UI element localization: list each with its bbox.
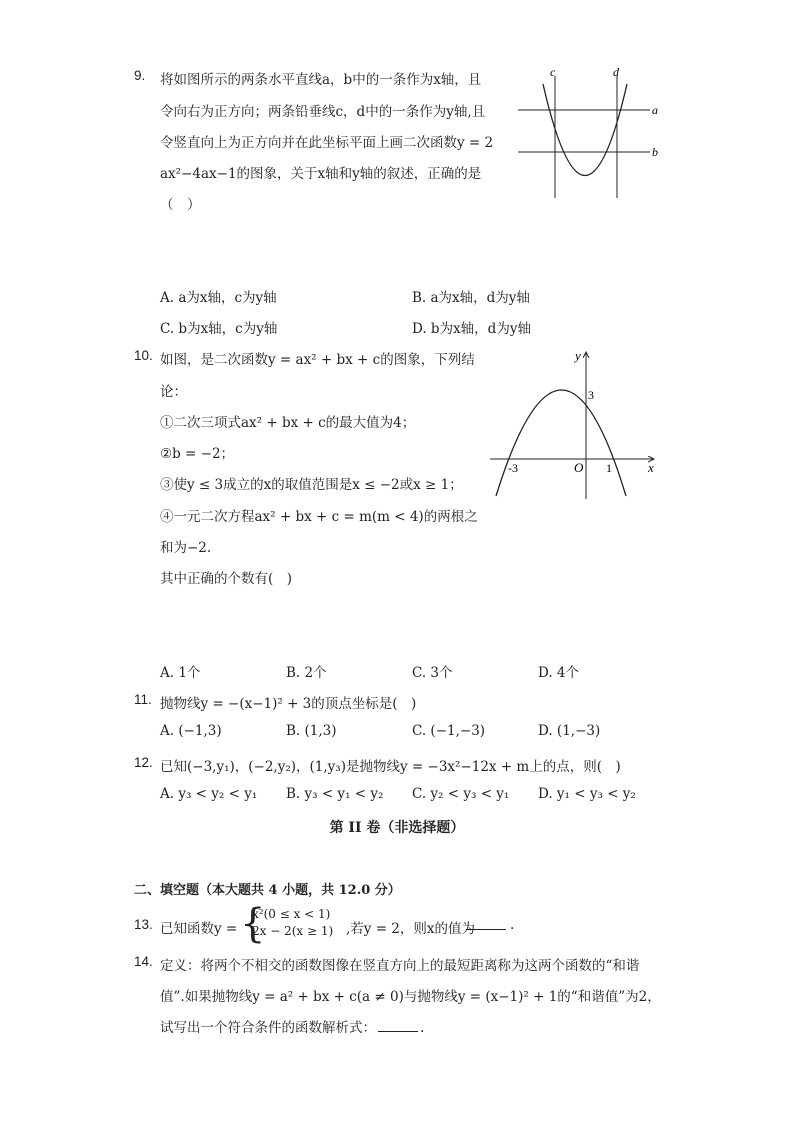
q11-text: 抛物线y = −(x−1)² + 3的顶点坐标是( ) <box>160 696 417 712</box>
q12-option-a[interactable]: A. y₃ < y₂ < y₁ <box>160 786 258 802</box>
q14-last-prefix: 试写出一个符合条件的函数解析式： <box>160 1020 376 1036</box>
q9-parabola <box>543 84 627 176</box>
q11-number: 11. <box>134 692 152 707</box>
label-y: y <box>575 348 581 363</box>
q9-option-d[interactable]: D. b为x轴，d为y轴 <box>412 321 531 337</box>
q10-line-8: 其中正确的个数有( ) <box>160 571 293 587</box>
section-2-title: 第 II 卷（非选择题） <box>329 820 465 836</box>
label-b: b <box>652 145 658 159</box>
q10-figure <box>486 344 666 504</box>
q10-line-2: 论： <box>160 384 187 400</box>
q10-line-4: ②b = −2； <box>160 446 235 462</box>
q13-end: . <box>510 917 515 933</box>
q10-line-1: 如图，是二次函数y = ax² + bx + c的图象，下列结 <box>160 352 475 368</box>
q9-line-2: 令向右为正方向；两条铅垂线c，d中的一条作为y轴,且 <box>160 104 486 120</box>
q14-line-2: 值”.如果抛物线y = a² + bx + c(a ≠ 0)与抛物线y = (x−1)² + 1的“和谐值”为2， <box>160 989 661 1005</box>
q9-line-4: ax²−4ax−1的图象，关于x轴和y轴的叙述，正确的是 <box>160 166 482 182</box>
q12-option-c[interactable]: C. y₂ < y₃ < y₁ <box>412 786 510 802</box>
q14-answer-blank[interactable] <box>378 1019 418 1032</box>
q9-line-5: （ ） <box>160 197 201 213</box>
q10-option-d[interactable]: D. 4个 <box>538 665 580 681</box>
q13-prefix: 已知函数y = <box>160 921 238 937</box>
q10-option-b[interactable]: B. 2个 <box>286 665 327 681</box>
q10-number: 10. <box>134 348 153 363</box>
q12-text: 已知(−3,y₁)，(−2,y₂)，(1,y₃)是抛物线y = −3x²−12x + m上的点，则( ) <box>160 759 621 775</box>
q9-option-a[interactable]: A. a为x轴，c为y轴 <box>160 290 277 306</box>
q11-option-b[interactable]: B. (1,3) <box>286 723 337 739</box>
q13-brace: { <box>240 901 266 947</box>
label-c: c <box>550 65 556 79</box>
q13-number: 13. <box>134 917 153 932</box>
q14-number: 14. <box>134 954 153 969</box>
q11-option-d[interactable]: D. (1,−3) <box>538 723 601 739</box>
q9-line-3: 令竖直向上为正方向并在此坐标平面上画二次函数y = 2 <box>160 135 494 151</box>
q13-case-1: x²(0 ≤ x < 1) <box>252 907 331 921</box>
q10-line-3: ①二次三项式ax² + bx + c的最大值为4； <box>160 415 416 431</box>
q12-option-b[interactable]: B. y₃ < y₁ < y₂ <box>286 786 384 802</box>
q14-line-3 <box>160 1016 424 1036</box>
q9-line-1: 将如图所示的两条水平直线a，b中的一条作为x轴，且 <box>160 72 482 88</box>
q13-case-2: 2x − 2(x ≥ 1) <box>252 924 334 938</box>
q10-line-7: 和为−2. <box>160 540 212 556</box>
label-a: a <box>652 103 658 117</box>
q10-line-6: ④一元二次方程ax² + bx + c = m(m < 4)的两根之 <box>160 509 478 525</box>
label-origin: O <box>574 460 584 475</box>
q12-option-d[interactable]: D. y₁ < y₃ < y₂ <box>538 786 636 802</box>
q11-option-c[interactable]: C. (−1,−3) <box>412 723 486 739</box>
q12-number: 12. <box>134 755 153 770</box>
q9-number: 9. <box>134 68 146 83</box>
q10-option-a[interactable]: A. 1个 <box>160 665 201 681</box>
q14-line-1: 定义：将两个不相交的函数图像在竖直方向上的最短距离称为这两个函数的“和谐 <box>160 958 640 974</box>
label-d: d <box>613 65 619 79</box>
q10-option-c[interactable]: C. 3个 <box>412 665 453 681</box>
q14-end: . <box>420 1020 425 1036</box>
q9-option-c[interactable]: C. b为x轴，c为y轴 <box>160 321 278 337</box>
q13-suffix: ,若y = 2，则x的值为 <box>346 921 476 937</box>
q11-option-a[interactable]: A. (−1,3) <box>160 723 222 739</box>
q9-option-b[interactable]: B. a为x轴，d为y轴 <box>412 290 530 306</box>
q10-parabola <box>496 390 626 496</box>
label-x: x <box>648 460 654 475</box>
q9-figure <box>510 62 670 202</box>
label-1: 1 <box>606 461 612 475</box>
label-3: 3 <box>588 388 594 402</box>
q10-line-5: ③使y ≤ 3成立的x的取值范围是x ≤ −2或x ≥ 1； <box>160 477 463 493</box>
label-neg3: -3 <box>508 461 518 475</box>
fill-in-heading: 二、填空题（本大题共 4 小题，共 12.0 分） <box>134 883 401 898</box>
q13-answer-blank[interactable] <box>464 917 508 934</box>
